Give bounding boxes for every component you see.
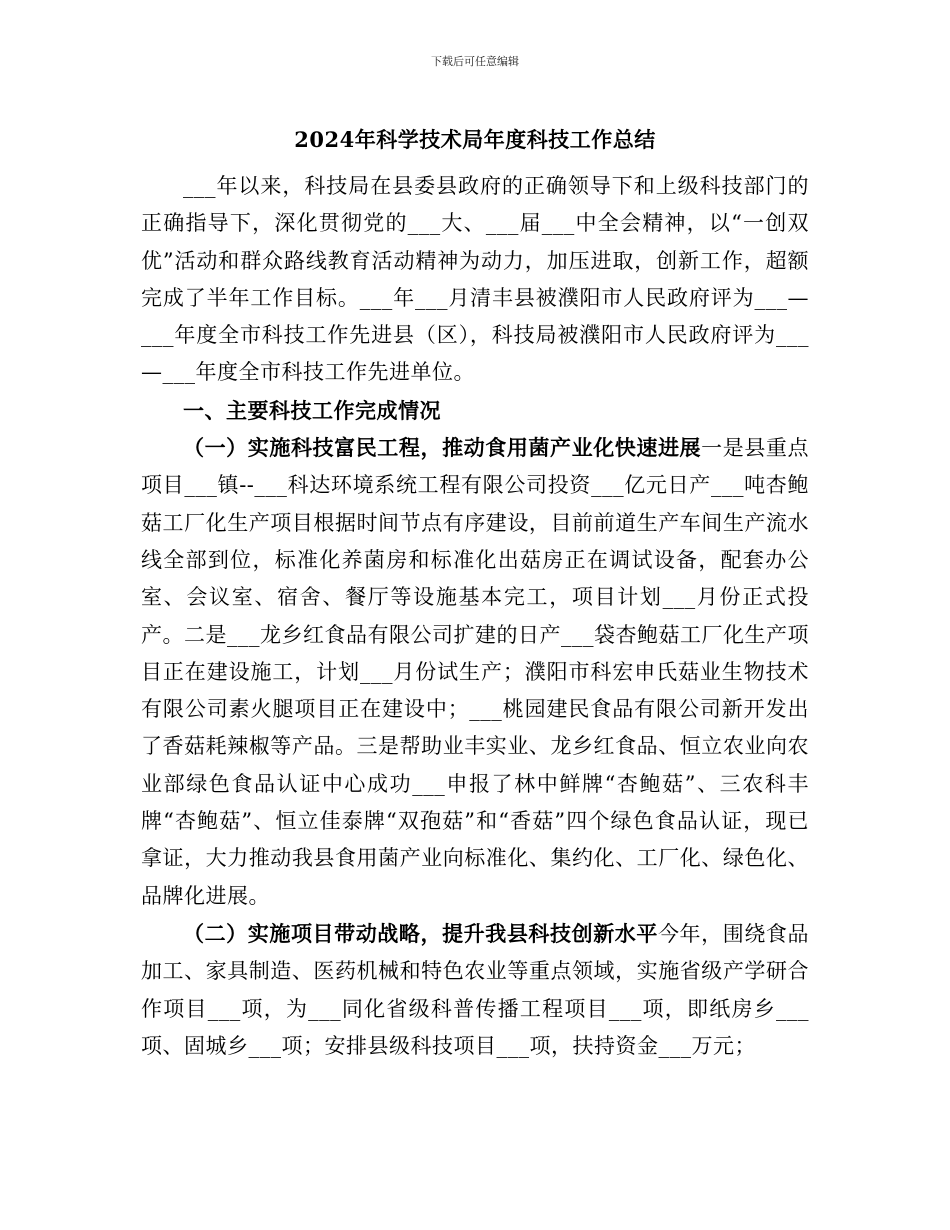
document-title: 2024年科学技术局年度科技工作总结: [294, 127, 656, 152]
paragraph-section-1-2: （二）实施项目带动战略，提升我县科技创新水平今年，围绕食品加工、家具制造、医药机械和特色农业等重点领域，实施省级产学研合作项目___项，为___同化省级科普传播工程项目___项，即纸房乡___项、固城乡___项；安排县级科技项目___项，扶持资金___万元；: [141, 920, 810, 1058]
paragraph-section-1-1: （一）实施科技富民工程，推动食用菌产业化快速进展一是县重点项目___镇--___科达环境系统工程有限公司投资___亿元日产___吨杏鲍菇工厂化生产项目根据时间节点有序建设，目前前道生产车间生产流水线全部到位，标准化养菌房和标准化出菇房正在调试设备，配套办公室、会议室、宿舍、餐厅等设施基本完工，项目计划___月份正式投产。二是___龙乡红食品有限公司扩建的日产___袋杏鲍菇工厂化生产项目正在建设施工，计划___月份试生产；濮阳市科宏申氏菇业生物技术有限公司素火腿项目正在建设中；___桃园建民食品有限公司新开发出了香菇耗辣椒等产品。三是帮助业丰实业、龙乡红食品、恒立农业向农业部绿色食品认证中心成功___申报了林中鲜牌“杏鲍菇”、三农科丰牌“杏鲍菇”、恒立佳泰牌“双孢菇”和“香菇”四个绿色食品认证，现已拿证，大力推动我县食用菌产业向标准化、集约化、工厂化、绿色化、品牌化进展。: [141, 435, 809, 908]
section-heading-1: 一、主要科技工作完成情况: [183, 397, 441, 423]
document-body: [141, 168, 809, 1065]
paragraph-intro: ___年以来，科技局在县委县政府的正确领导下和上级科技部门的正确指导下，深化贯彻党的___大、___届___中全会精神，以“一创双优”活动和群众路线教育活动精神为动力，加压进取，创新工作，超额完成了半年工作目标。___年___月清丰县被濮阳市人民政府评为___—___年度全市科技工作先进县（区），科技局被濮阳市人民政府评为___—___年度全市科技工作先进单位。: [141, 174, 809, 385]
header-note: 下载后可任意编辑: [431, 55, 519, 68]
